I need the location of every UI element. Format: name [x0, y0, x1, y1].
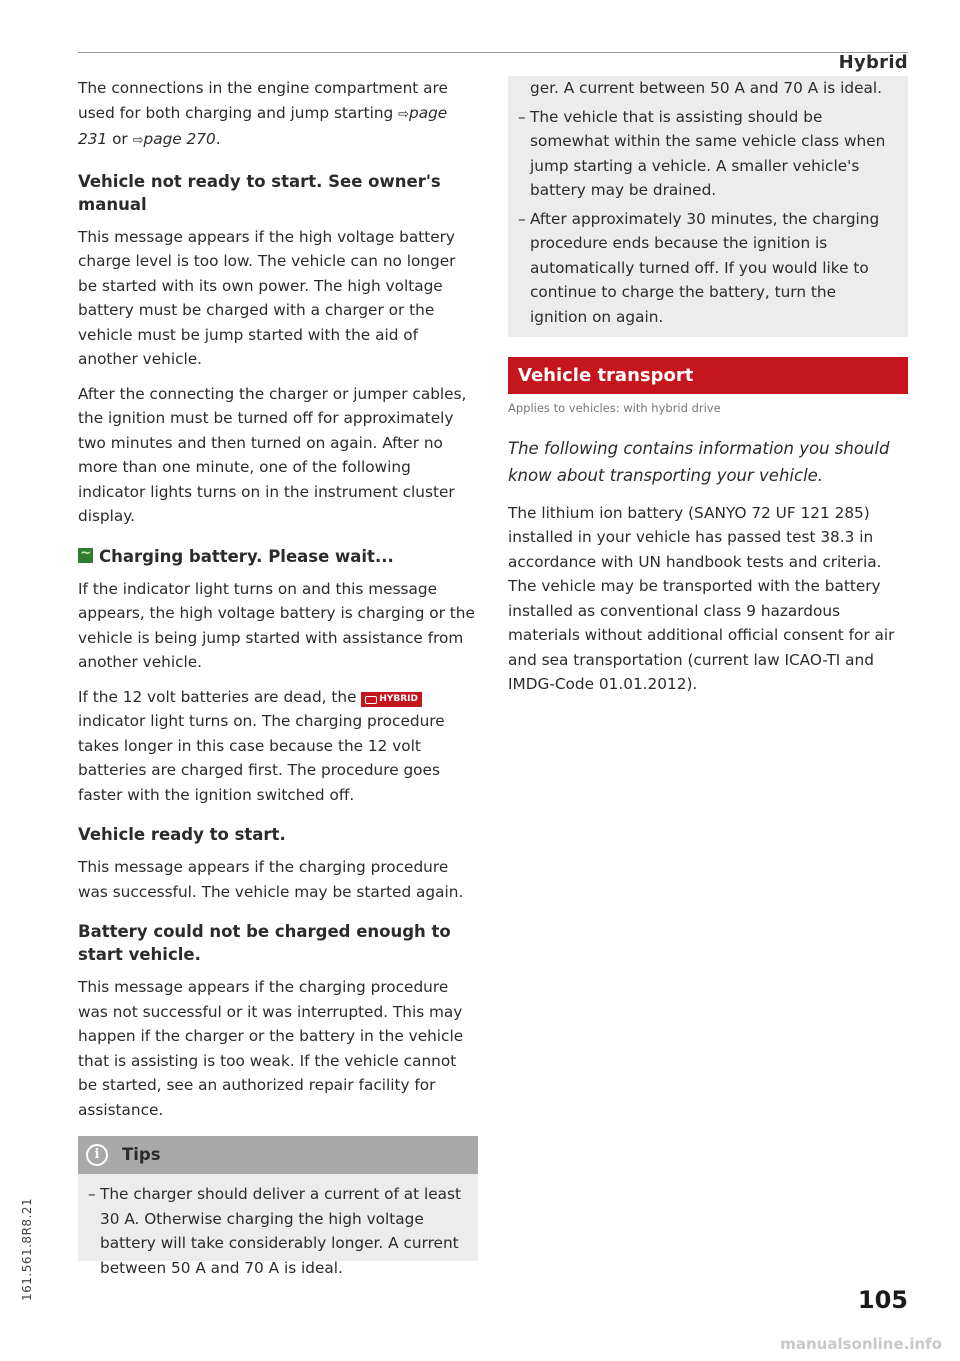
tip-item: – The vehicle that is assisting should be somewhat within the same vehicle class when jump starting a vehicle. A smaller vehicle's battery may be drained.: [518, 105, 898, 203]
arrow-icon: ⇨: [132, 133, 144, 148]
heading-ready: Vehicle ready to start.: [78, 825, 286, 844]
tip-text: The vehicle that is assisting should be somewhat within the same vehicle class when jump starting a vehicle. A smaller vehicle's battery may be drained.: [530, 107, 886, 199]
arrow-icon: ⇨: [398, 106, 410, 122]
twelve-volt-paragraph: If the 12 volt batteries are dead, the HYBRID indicator light turns on. The charging procedure takes longer in this case because the 12 volt batteries are charged first. The procedure goes faster with the ignition switched off.: [78, 687, 445, 804]
tip-text: The charger should deliver a current of at least 30 A. Otherwise charging the high voltage battery will take considerably longer. A current between 50 A and 70 A is ideal.: [100, 1185, 461, 1277]
fail-paragraph: This message appears if the charging procedure was not successful or it was interrupted. This may happen if the charger or the battery in the vehicle that is assisting is too weak. If the vehicle cannot be started, see an authorized repair facility for assistance.: [78, 978, 464, 1119]
applies-to-note: Applies to vehicles: with hybrid drive: [508, 401, 721, 415]
tips-box: [78, 1136, 478, 1277]
left-column: [78, 76, 478, 1277]
after-connecting-paragraph: After the connecting the charger or jumper cables, the ignition must be turned off for approximately two minutes and then turned on again. After no more than one minute, one of the following indicator lights turns on in the instrument cluster display.: [78, 384, 467, 525]
tip-item: – The charger should deliver a current of at least 30 A. Otherwise charging the high voltage battery will take considerably longer. A current between 50 A and 70 A is ideal.: [88, 1182, 468, 1255]
tips-title: Tips: [122, 1144, 161, 1164]
page-number: 105: [857, 1286, 908, 1314]
heading-not-ready: Vehicle not ready to start. See owner's manual: [78, 171, 441, 214]
transport-body: The lithium ion battery (SANYO 72 UF 121 285) installed in your vehicle has passed test 38.3 in accordance with UN handbook tests and criteria. The vehicle may be transported with the battery installed as conventional class 9 hazardous materials without additional official consent for air and sea transportation (current law ICAO-TI and IMDG-Code 01.01.2012).: [508, 503, 895, 693]
page-link-270[interactable]: page 270: [143, 130, 216, 148]
vehicle-transport-heading: Vehicle transport: [508, 357, 908, 394]
transport-intro: The following contains information you should know about transporting your vehicle.: [508, 438, 890, 485]
tip-text: ger. A current between 50 A and 70 A is ideal.: [530, 79, 882, 97]
header-rule: [78, 52, 908, 53]
info-icon: i: [86, 1144, 108, 1166]
tips-continued: [508, 76, 908, 337]
footer-watermark: manualsonline.info: [780, 1335, 942, 1353]
charging-paragraph: If the indicator light turns on and this message appears, the high voltage battery is charging or the vehicle is being jump started with assistance from another vehicle.: [78, 579, 475, 671]
tip-item: [518, 76, 898, 101]
running-header: Hybrid: [838, 52, 908, 73]
tips-header: [78, 1136, 478, 1174]
page-link-231[interactable]: page 231: [78, 103, 448, 148]
tip-item: – After approximately 30 minutes, the charging procedure ends because the ignition is automatically turned off. If you would like to continue to charge the battery, turn the ignition on again.: [518, 207, 898, 330]
heading-fail: Battery could not be charged enough to start vehicle.: [78, 922, 451, 964]
right-column: [508, 76, 908, 707]
charging-indicator-icon: [78, 548, 93, 563]
tips-body: [78, 1174, 478, 1277]
tip-text: After approximately 30 minutes, the charging procedure ends because the ignition is automatically turned off. If you would like to continue to charge the battery, turn the ignition on again.: [530, 209, 880, 326]
not-ready-paragraph: This message appears if the high voltage battery charge level is too low. The vehicle can no longer be started with its own power. The high voltage battery must be charged with a charger or the vehicle must be jump started with the aid of another vehicle.: [78, 227, 456, 368]
hybrid-indicator-icon: HYBRID: [361, 692, 422, 707]
intro-paragraph: The connections in the engine compartment are used for both charging and jump starting ⇨page 231 or ⇨page 270.: [78, 79, 448, 148]
heading-charging: ~Charging battery. Please wait...: [78, 545, 478, 568]
ready-paragraph: This message appears if the charging procedure was successful. The vehicle may be started again.: [78, 858, 464, 901]
side-code: 161.561.8R8.21: [20, 1197, 34, 1301]
